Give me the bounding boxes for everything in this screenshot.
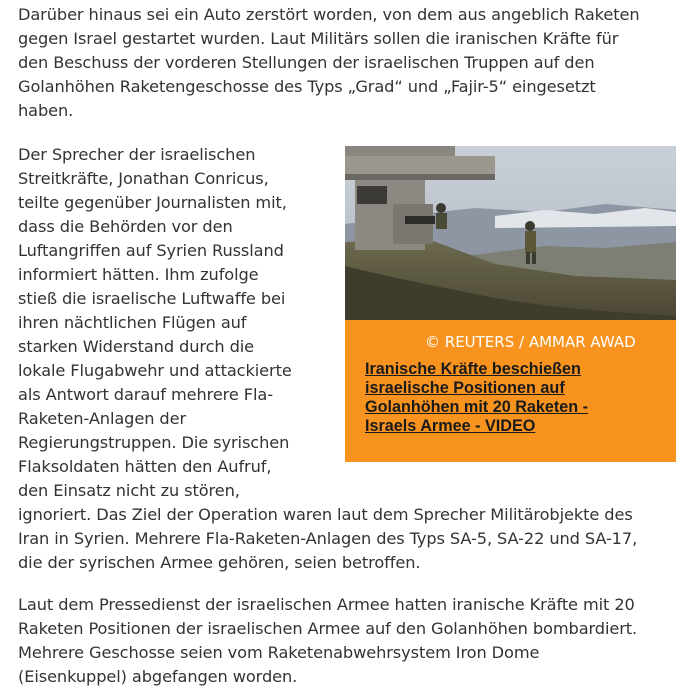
text-line: Flaksoldaten hätten den Aufruf, xyxy=(18,457,272,476)
text-line: Raketen Positionen der israelischen Armee auf den Golanhöhen bombardiert. xyxy=(18,619,638,638)
text-line: informiert hätten. Ihm zufolge xyxy=(18,265,259,284)
text-line: ignoriert. Das Ziel der Operation waren laut dem Sprecher Militärobjekte des xyxy=(18,505,633,524)
text-line: (Eisenkuppel) abgefangen worden. xyxy=(18,667,298,686)
text-line: den Beschuss der vorderen Stellungen der israelischen Truppen auf den xyxy=(18,53,595,72)
paragraph-3 xyxy=(18,593,637,689)
caption-line: Israels Armee - VIDEO xyxy=(365,417,536,435)
text-line: Darüber hinaus sei ein Auto zerstört worden, von dem aus angeblich Raketen xyxy=(18,5,640,24)
text-line: Laut dem Pressedienst der israelischen Armee hatten iranische Kräfte mit 20 xyxy=(18,595,635,614)
paragraph-1 xyxy=(18,3,640,123)
text-line: stieß die israelische Luftwaffe bei xyxy=(18,289,286,308)
text-line: Streitkräfte, Jonathan Conricus, xyxy=(18,169,269,188)
text-line: lokale Flugabwehr und attackierte xyxy=(18,361,292,380)
inline-teaser-figure xyxy=(345,146,676,462)
caption-line: Iranische Kräfte beschießen xyxy=(365,360,581,378)
text-line: Raketen-Anlagen der xyxy=(18,409,186,428)
bunker-photo[interactable] xyxy=(345,146,676,320)
photo-illustration xyxy=(345,146,676,320)
text-line: als Antwort darauf mehrere Fla- xyxy=(18,385,273,404)
text-line: den Einsatz nicht zu stören, xyxy=(18,481,240,500)
text-line: Golanhöhen Raketengeschosse des Typs „Grad“ und „Fajir-5“ eingesetzt xyxy=(18,77,596,96)
photo-credit: © REUTERS / AMMAR AWAD xyxy=(425,333,636,351)
text-line: Regierungstruppen. Die syrischen xyxy=(18,433,290,452)
related-article-link[interactable] xyxy=(365,360,665,436)
text-line: gegen Israel gestartet wurden. Laut Militärs sollen die iranischen Kräfte für xyxy=(18,29,619,48)
text-line: dass die Behörden vor den xyxy=(18,217,233,236)
text-line: haben. xyxy=(18,101,74,120)
caption-line: israelische Positionen auf xyxy=(365,379,565,397)
text-line: Mehrere Geschosse seien vom Raketenabwehrsystem Iron Dome xyxy=(18,643,540,662)
text-line: ihren nächtlichen Flügen auf xyxy=(18,313,247,332)
caption-line: Golanhöhen mit 20 Raketen - xyxy=(365,398,589,416)
text-line: teilte gegenüber Journalisten mit, xyxy=(18,193,287,212)
text-line: starken Widerstand durch die xyxy=(18,337,255,356)
text-line: Der Sprecher der israelischen xyxy=(18,145,256,164)
text-line: Luftangriffen auf Syrien Russland xyxy=(18,241,284,260)
text-line: Iran in Syrien. Mehrere Fla-Raketen-Anlagen des Typs SA-5, SA-22 und SA-17, xyxy=(18,529,638,548)
text-line: die der syrischen Armee gehören, seien betroffen. xyxy=(18,553,421,572)
